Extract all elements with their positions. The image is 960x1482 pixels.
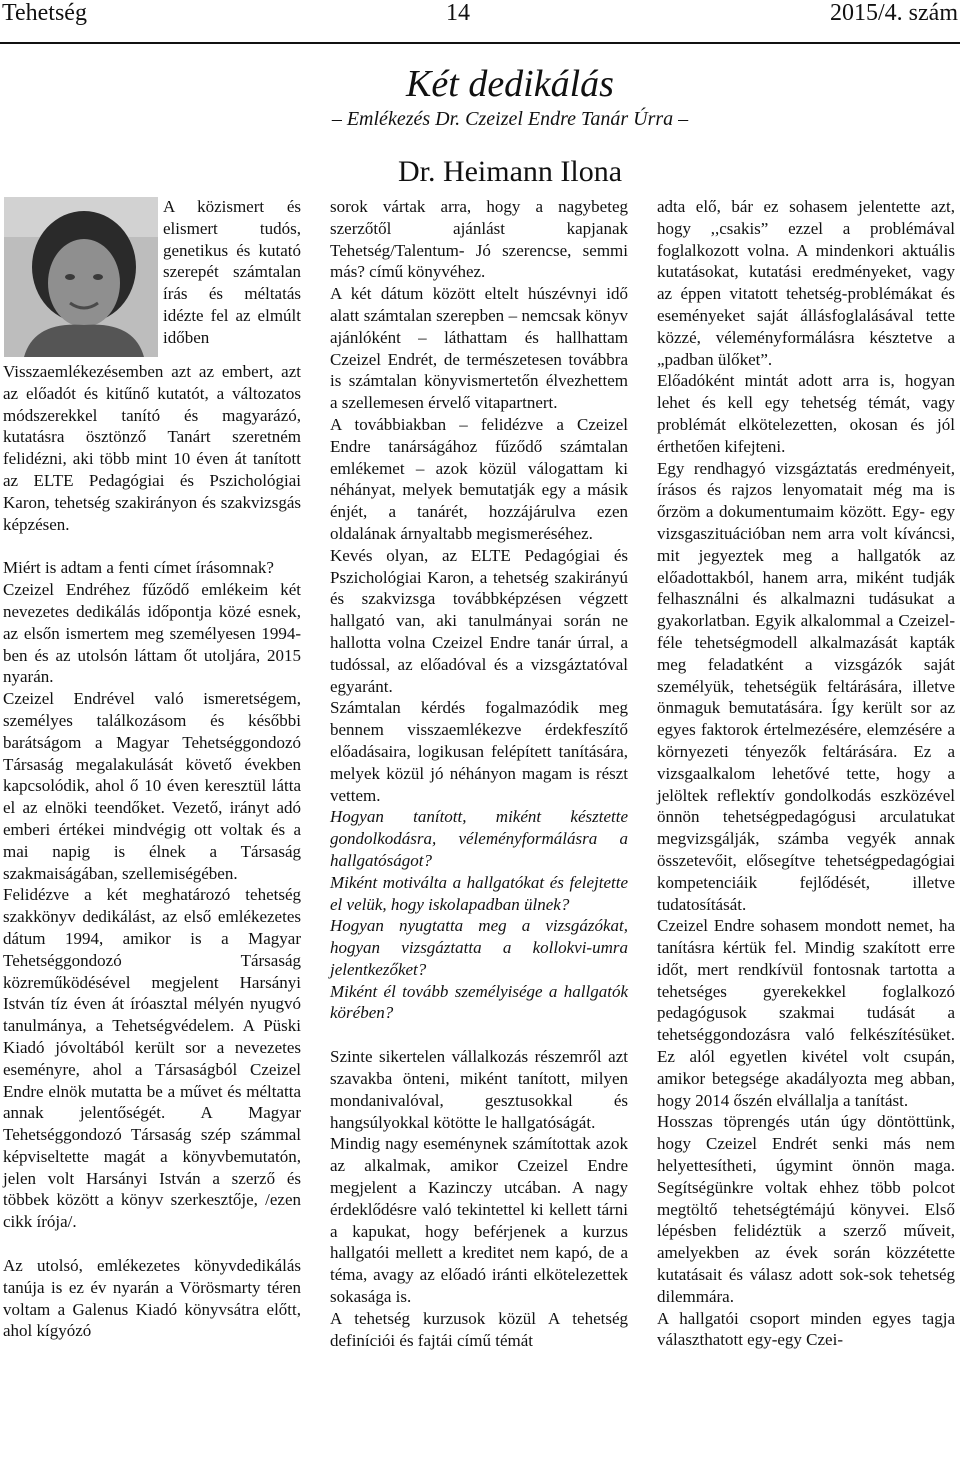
column-1 (3, 196, 301, 1342)
paragraph: Czeizel Endre sohasem mondott nemet, ha tanításra kértük fel. Mindig szakított erre időt, mert rendkívül fontosnak tartotta a tehetséges gyerekekkel foglalkozó pedagógusok szakmai tudását a tehetséggondozásra való felkészítésüket. Ez alól egyetlen kivétel volt csupán, amikor betegsége akadályozta meg abban, hogy 2014 őszén elvállalja a tanítást. (657, 916, 955, 1110)
column-2 (330, 196, 628, 1351)
article-subtitle: – Emlékezés Dr. Czeizel Endre Tanár Úrra – (331, 108, 689, 130)
paragraph: adta elő, bár ez sohasem jelentette azt, hogy ,,csakis” ezzel a problémával foglalkozott volna. A mindenkori aktuális kutatásokat, kutatási eredményeket, vagy az éppen vitatott tehetség-problémákat és eseményeket saját állásfoglalásával tette közzé, véleményformálásra késztetve a „padban ülőket”. (657, 197, 955, 369)
paragraph: Czeizel Endréhez fűződő emlékeim két nevezetes dedikálás időpontja közé esnek, az elsőn ismertem meg személyesen 1994-ben és az utolsón láttam őt utoljára, 2015 nyarán. (3, 580, 301, 687)
italic-question: Miként él tovább személyisége a hallgatók körében? (330, 981, 628, 1023)
paragraph: A két dátum között eltelt húszévnyi idő alatt számtalan szerepben – nemcsak könyv ajánlóként – láthattam és hallhattam Czeizel Endrét, de természetesen továbbra is számtalan könyvismertetőn élvezhettem a szellemesen érvelő vitapartnert. (330, 284, 628, 413)
article-title: Két dedikálás (406, 63, 614, 105)
paragraph: Számtalan kérdés fogalmazódik meg bennem visszaemlékezve érdekfeszítő előadásaira, logikusan felépített tanítására, melyek közül jó néhányon magam is részt vettem. (330, 698, 628, 805)
paragraph: A hallgatói csoport minden egyes tagja választhatott egy-egy Czei- (657, 1308, 955, 1350)
paragraph: Egy rendhagyó vizsgáztatás eredményeit, írásos és rajzos lenyomatait még ma is őrzöm a dokumentumaim között. Egy- egy vizsgaszituációban nem arra volt kíváncsi, mit jegyeztek meg a hallgatók az előadottakból, hanem arra, miként tudják felhasználni és alkalmazni tudásukat a gyakorlatban. Egyik alkalommal a Czeizel-féle tehetségmodell alkalmazását kapták meg feladatként a vizsgázók saját személyük, tehetségük feltárására, illetve önmaguk bemutatására. Így került sor az egyes faktorok értelmezésére, elemzésére a környezeti tényezők feltárására. Ez a vizsgaalkalom lehetővé tette, hogy a jelöltek reflektív gondolkodás eszközével önnön tehetségpedagógusi arculatukat megvizsgálják, számba vegyék annak összetevőit, elősegítve tehetségpedagógiai kompetenciáik fejlődését, illetve tudatosítását. (657, 458, 955, 914)
article-author: Dr. Heimann Ilona (397, 155, 623, 188)
paragraph: Az utolsó, emlékezetes könyvdedikálás tanúja is ez év nyarán a Vörösmarty téren voltam a Galenus Kiadó könyvsátra előtt, ahol kígyózó (3, 1256, 301, 1341)
paragraph: Mindig nagy eseménynek számítottak azok az alkalmak, amikor Czeizel Endre megjelent a Kazinczy utcában. A nagy érdeklődésre való tekintettel ki kellett tárni a kapukat, hogy beférjenek a kurzus hallgatói mellett a kreditet nem kapó, de a téma, avagy az előadó iránti elkötelezettek sokasága is. (330, 1134, 628, 1307)
paragraph: Előadóként mintát adott arra is, hogyan lehet és kell egy tehetség témát, vagy problémát elkötelezetten, okosan és jól érthetően kifejteni. (657, 371, 955, 456)
italic-question: Hogyan nyugtatta meg a vizsgázókat, hogyan vizsgáztatta a kollokvi-umra jelentkezőket? (330, 916, 628, 979)
paragraph: Felidézve a két meghatározó tehetség szakkönyv dedikálást, az első emlékezetes dátum 1994, amikor is a Magyar Tehetséggondozó Társaság közreműködésével megjelent Harsányi István tíz éven át íróasztal mélyén nyugvó tanulmánya, a Tehetségvédelem. A Püski Kiadó jóvoltából került sor a nevezetes eseményre, ahol a Társaságból Czeizel Endre elnök mutatta be a művet és méltatta annak jelentőségét. A Magyar Tehetséggondozó Társaság szép számmal képviseltette magát a könyvbemutatón, jelen volt Harsányi István a szerző és többek között a könyv szerkesztője, /ezen cikk írója/. (3, 885, 301, 1232)
paragraph: Kevés olyan, az ELTE Pedagógiai és Pszichológiai Karon, a tehetség szakirányú és szakvizsga továbbképzésen végzett hallgató van, aki tanulmányai során ne hallotta volna Czeizel Endre tanár úrral, a tudóssal, az előadóval és a vizsgáztatóval egyaránt. (330, 545, 628, 696)
journal-name: Tehetség (2, 0, 87, 26)
page-number: 14 (446, 0, 470, 26)
running-header (0, 0, 960, 40)
paragraph: Czeizel Endrével való ismeretségem, személyes találkozásom és későbbi barátságom a Magyar Tehetséggondozó Társaság megalakulását követő években kapcsolódik, ahol ő 10 éven keresztül látta el az elnöki teendőket. Vezető, irányt adó emberi értékei mindvégig ott voltak és a mai napig is élnek a Társaság szakmaiságában, szellemiségében. (3, 689, 301, 883)
paragraph: Szinte sikertelen vállalkozás részemről azt szavakba önteni, miként tanított, milyen mondanivalóval, gesztusokkal és hangsúlyokkal kötötte le hallgatóságát. (330, 1047, 628, 1132)
photo-float-spacer (3, 196, 163, 361)
italic-question: Hogyan tanított, miként késztette gondolkodásra, véleményformálásra a hallgatóságot? (330, 807, 628, 870)
issue-number: 2015/4. szám (830, 0, 958, 26)
paragraph: A közismert és elismert tudós, genetikus és kutató szerepét számtalan írás és méltatás idézte fel az elmúlt időben Visszaemlékezésemben azt az embert, azt az előadót és kitűnő kutatót, a változatos módszerekkel tanító és magyarázó, kutatásra ösztönző Tanárt szeretném felidézni, aki több mint 10 éven át tanított az ELTE Pedagógiai és Pszichológiai Karon, tehetség szakirányon és szakvizsgás képzésen. (3, 197, 301, 534)
paragraph: A tehetség kurzusok közül A tehetség definíciói és fajtái című témát (330, 1308, 628, 1350)
paragraph: Hosszas töprengés után úgy döntöttünk, hogy Czeizel Endrét senki más nem helyettesítheti, úgymint önnön maga. Segítségünkre voltak ehhez több polcot megtöltő tehetségtémájú könyvei. Első lépésben felidéztük a szerző műveit, amelyekben az évek során közzétette kutatásait és válasz adott sok-sok tehetség dilemmára. (657, 1112, 955, 1306)
paragraph: sorok vártak arra, hogy a nagybeteg szerzőtől ajánlást kapjanak Tehetség/Talentum- Jó szerencse, semmi más? című könyvéhez. (330, 197, 628, 282)
paragraph: A továbbiakban – felidézve a Czeizel Endre tanárságához fűződő számtalan emlékemet – azok közül válogattam ki néhányat, melyek bemutatják egy a másik énjét, a tanárét, hozzájárulva ezen oldalának árnyaltabb megismeréséhez. (330, 414, 628, 543)
header-rule (0, 42, 960, 44)
column-3 (657, 196, 955, 1351)
title-block (0, 62, 960, 192)
italic-question: Miként motiválta a hallgatókat és felejtette el velük, hogy iskolapadban ülnek? (330, 872, 628, 914)
question-heading: Miért is adtam a fenti címet írásomnak? (3, 558, 274, 578)
